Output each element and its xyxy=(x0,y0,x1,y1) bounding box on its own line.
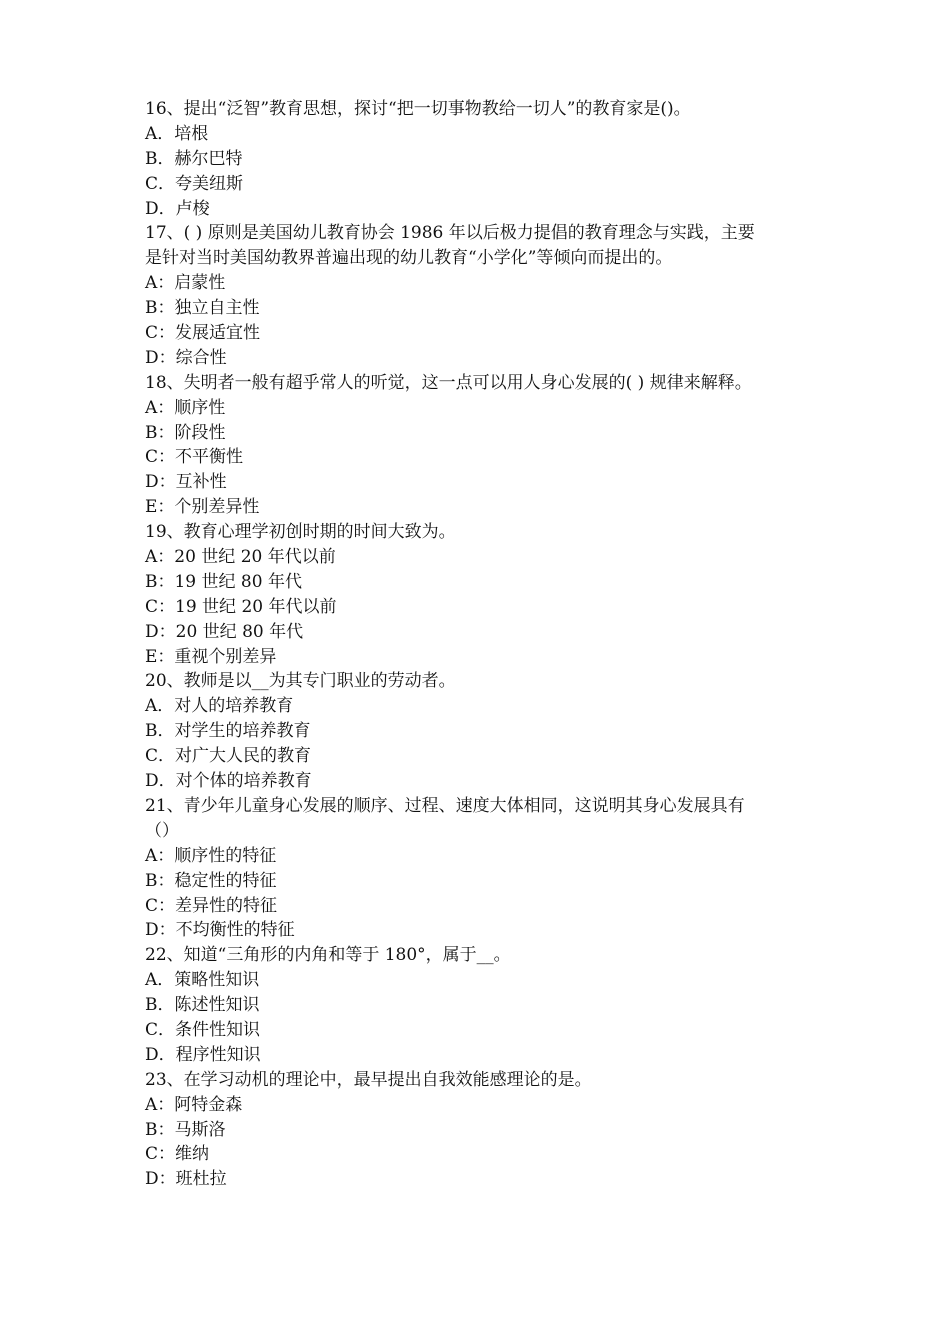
answer-option: A：启蒙性 xyxy=(145,273,226,294)
answer-option: A：顺序性的特征 xyxy=(145,845,277,866)
answer-option: B：马斯洛 xyxy=(145,1119,226,1140)
answer-option: D：20 世纪 80 年代 xyxy=(145,621,304,642)
answer-option: B．赫尔巴特 xyxy=(145,148,243,169)
answer-option: B：阶段性 xyxy=(145,422,226,443)
answer-option: B．陈述性知识 xyxy=(145,995,260,1016)
question-stem: （） xyxy=(145,820,179,841)
question-stem: 21、青少年儿童身心发展的顺序、过程、速度大体相同，这说明其身心发展具有 xyxy=(145,795,745,816)
question-list xyxy=(145,97,820,1192)
answer-option: B：19 世纪 80 年代 xyxy=(145,571,302,592)
question-block xyxy=(145,1068,820,1192)
question-stem: 22、知道“三角形的内角和等于 180°，属于__。 xyxy=(145,945,511,966)
answer-option: A．策略性知识 xyxy=(145,970,260,991)
answer-option: B：独立自主性 xyxy=(145,298,260,319)
answer-option: D：不均衡性的特征 xyxy=(145,920,295,941)
answer-option: A：顺序性 xyxy=(145,397,226,418)
answer-option: B．对学生的培养教育 xyxy=(145,721,311,742)
answer-option: D．程序性知识 xyxy=(145,1044,261,1065)
question-block xyxy=(145,221,820,370)
answer-option: D：班杜拉 xyxy=(145,1169,227,1190)
question-stem: 17、( ) 原则是美国幼儿教育协会 1986 年以后极力提倡的教育理念与实践，主要 xyxy=(145,223,755,244)
question-stem: 18、失明者一般有超乎常人的听觉，这一点可以用人身心发展的( ) 规律来解释。 xyxy=(145,372,752,393)
answer-option: C：发展适宜性 xyxy=(145,323,261,344)
question-stem: 16、提出“泛智”教育思想，探讨“把一切事物教给一切人”的教育家是()。 xyxy=(145,99,691,119)
answer-option: C：不平衡性 xyxy=(145,447,244,468)
question-stem: 20、教师是以__为其专门职业的劳动者。 xyxy=(145,671,456,692)
answer-option: C．对广大人民的教育 xyxy=(145,746,312,767)
answer-option: B：稳定性的特征 xyxy=(145,870,277,891)
answer-option: A．对人的培养教育 xyxy=(145,696,294,717)
answer-option: A：20 世纪 20 年代以前 xyxy=(145,547,336,568)
answer-option: D．对个体的培养教育 xyxy=(145,771,312,792)
answer-option: D．卢梭 xyxy=(145,198,210,219)
question-block xyxy=(145,794,820,943)
question-stem: 是针对当时美国幼教界普遍出现的幼儿教育“小学化”等倾向而提出的。 xyxy=(145,248,673,269)
question-block xyxy=(145,371,820,520)
answer-option: E：重视个别差异 xyxy=(145,646,277,667)
question-block xyxy=(145,97,820,221)
answer-option: A：阿特金森 xyxy=(145,1094,243,1115)
answer-option: C：19 世纪 20 年代以前 xyxy=(145,596,337,617)
question-stem: 23、在学习动机的理论中，最早提出自我效能感理论的是。 xyxy=(145,1069,592,1090)
question-block xyxy=(145,669,820,793)
answer-option: C．夸美纽斯 xyxy=(145,173,244,194)
question-block xyxy=(145,520,820,669)
answer-option: C：维纳 xyxy=(145,1144,210,1165)
answer-option: E：个别差异性 xyxy=(145,497,260,518)
answer-option: A．培根 xyxy=(145,123,209,144)
answer-option: D：综合性 xyxy=(145,347,227,368)
question-stem: 19、教育心理学初创时期的时间大致为。 xyxy=(145,522,456,543)
answer-option: C：差异性的特征 xyxy=(145,895,278,916)
answer-option: C．条件性知识 xyxy=(145,1019,261,1040)
answer-option: D：互补性 xyxy=(145,472,227,493)
question-block xyxy=(145,943,820,1067)
